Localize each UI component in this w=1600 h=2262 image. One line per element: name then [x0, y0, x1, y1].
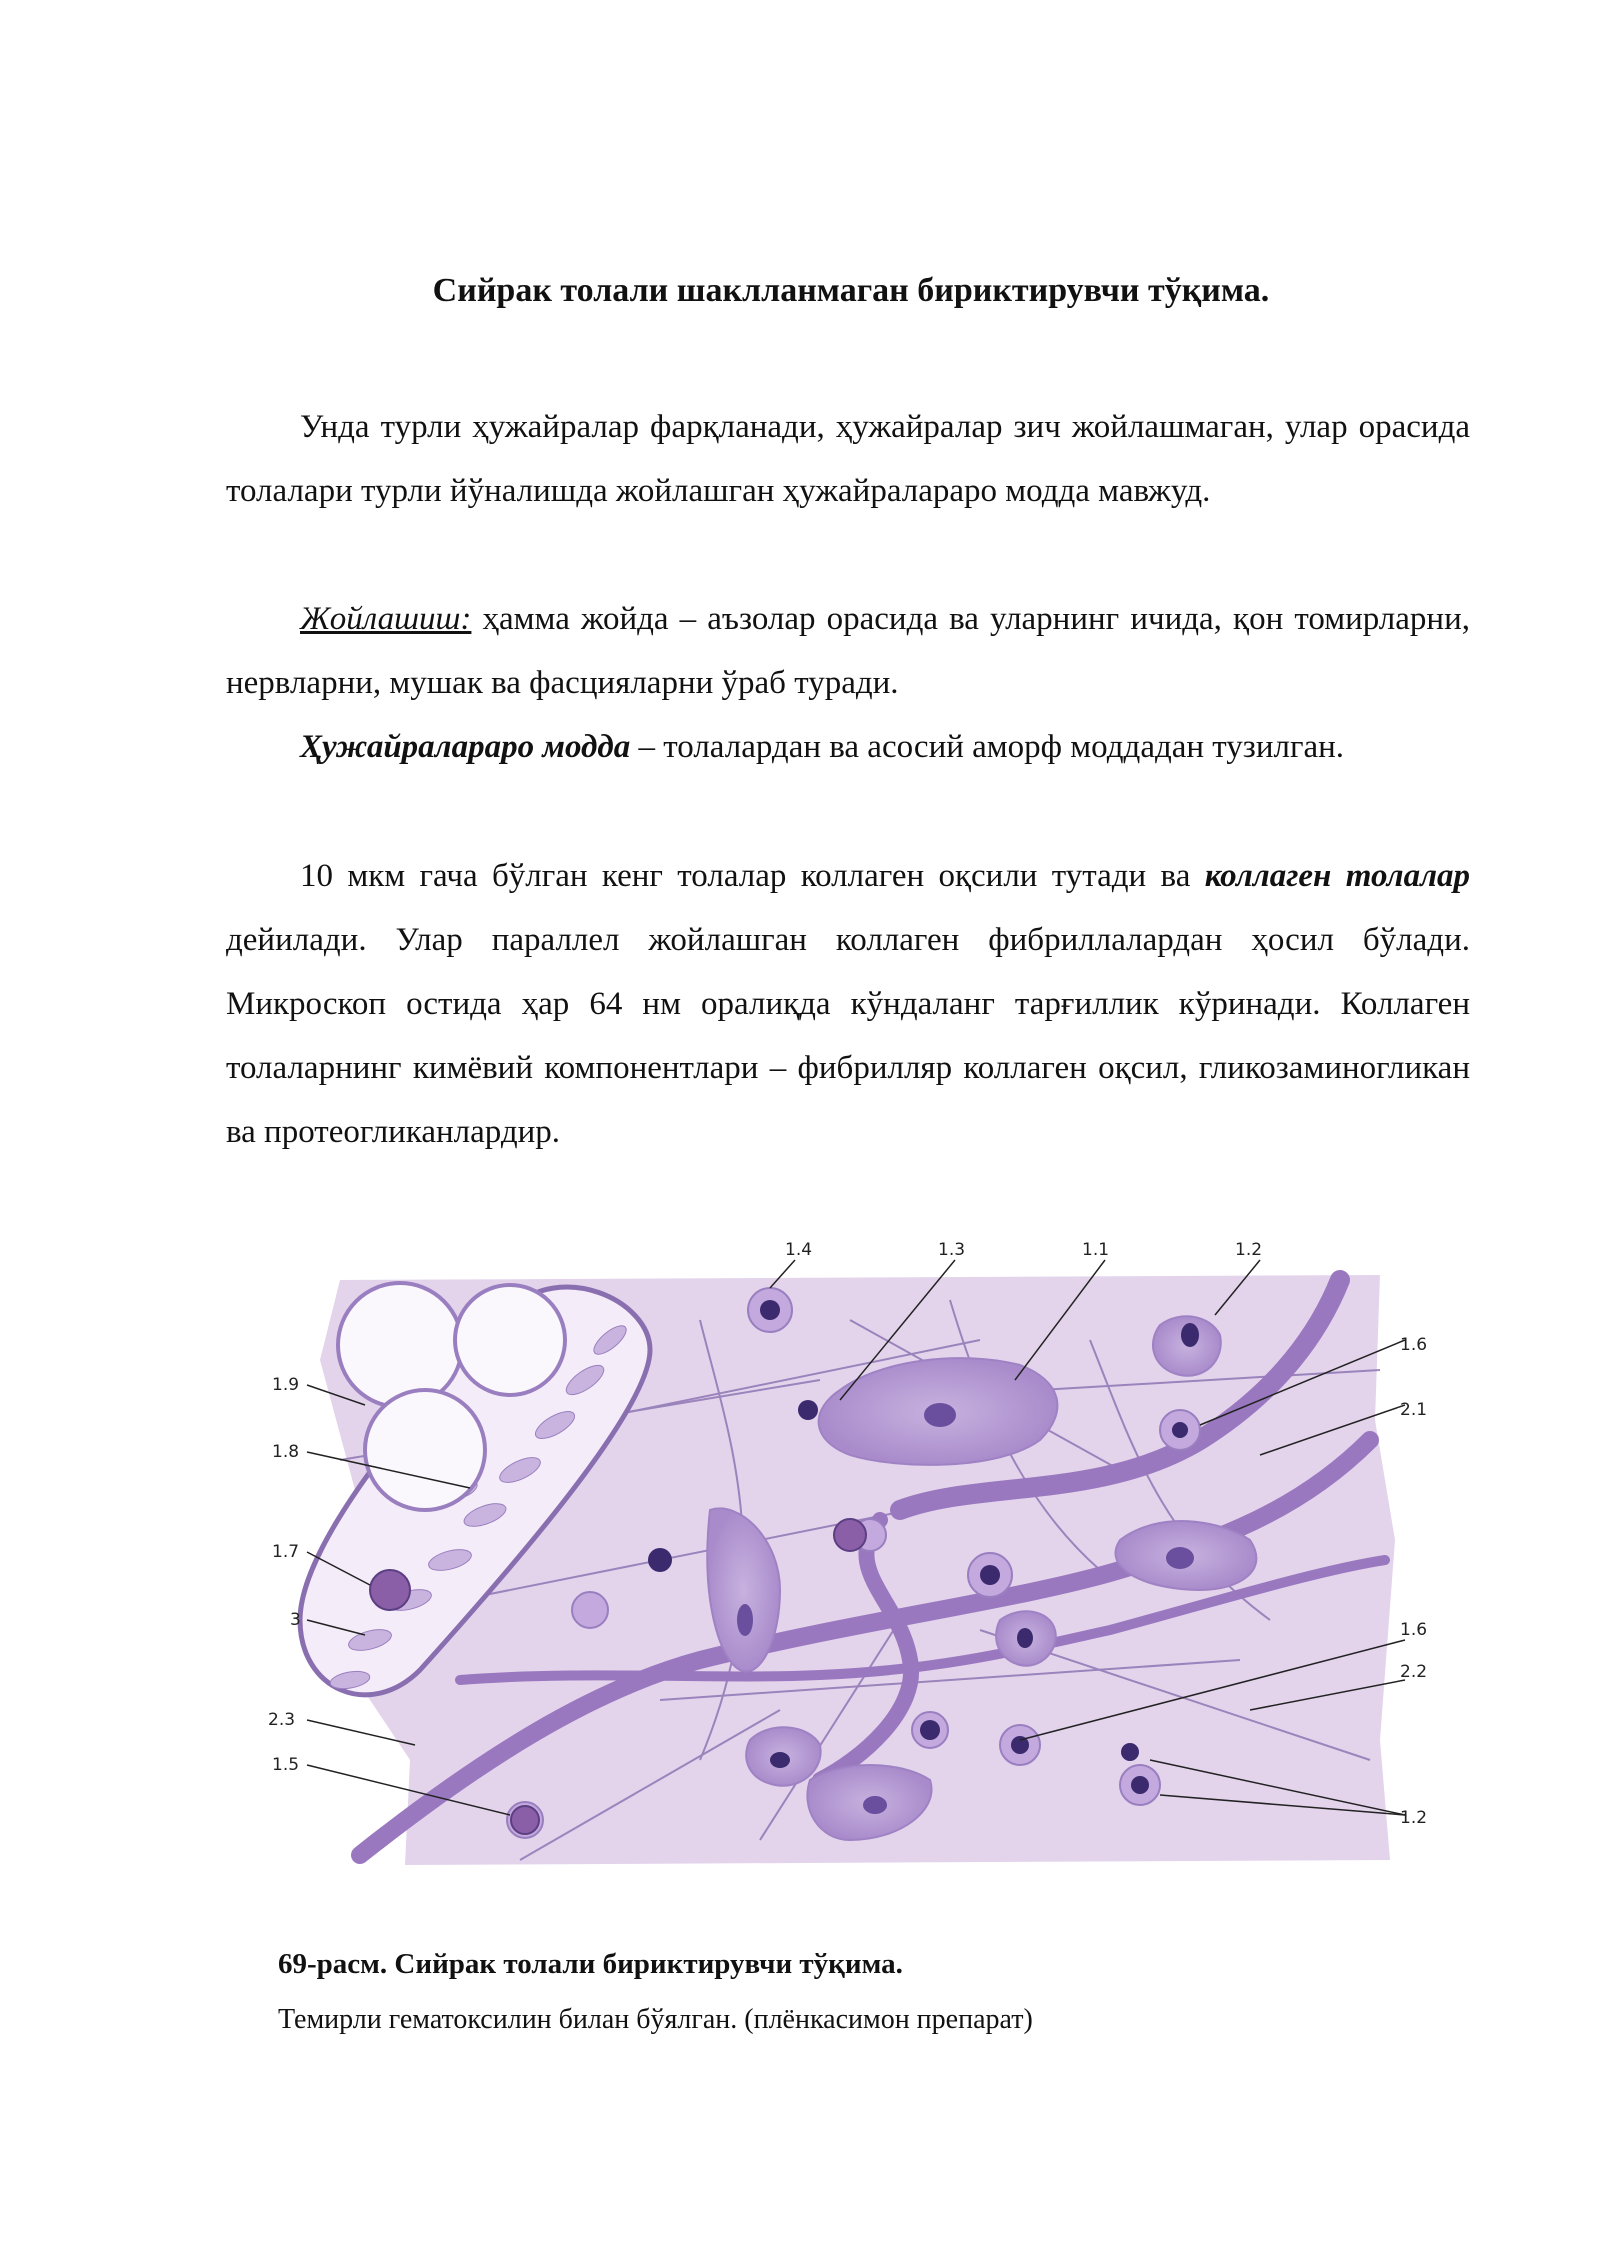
collagen-term: коллаген толалар [1204, 858, 1470, 894]
location-term: Жойлашиш: [300, 601, 472, 637]
label-2-2: 2.2 [1400, 1662, 1428, 1682]
label-1-4: 1.4 [785, 1240, 813, 1260]
paragraph-collagen [226, 844, 1470, 1164]
intercellular-term: Ҳужайралараро модда [300, 729, 631, 765]
label-1-2-top: 1.2 [1235, 1240, 1263, 1260]
label-2-3: 2.3 [268, 1710, 296, 1730]
label-3: 3 [290, 1610, 301, 1630]
document-title: Сийрак толали шаклланмаган бириктирувчи тўқима. [432, 272, 1270, 309]
tissue-drawing [260, 1240, 1428, 1880]
paragraph-location [226, 587, 1470, 715]
label-1-3: 1.3 [938, 1240, 966, 1260]
paragraph-intercellular [226, 715, 1470, 779]
paragraph-cells: Унда турли ҳужайралар фарқланади, ҳужайралар зич жойлашмаган, улар орасида толалари турли йўналишда жойлашган ҳужайралараро модда мавжуд. [226, 409, 1470, 509]
location-text: ҳамма жойда – аъзолар орасида ва уларнинг ичида, қон томирларни, нервларни, мушак ва фасцияларни ўраб туради. [226, 601, 1470, 701]
label-1-5: 1.5 [272, 1755, 300, 1775]
label-1-8: 1.8 [272, 1442, 300, 1462]
intercellular-text: – толалардан ва асосий аморф моддадан тузилган. [630, 729, 1345, 765]
tissue-illustration [260, 1240, 1428, 1880]
label-1-6-lower: 1.6 [1400, 1620, 1428, 1640]
label-1-7: 1.7 [272, 1542, 300, 1562]
figure-caption-title: 69-расм. Сийрак толали бириктирувчи тўқима. [278, 1948, 903, 1980]
label-1-9: 1.9 [272, 1375, 300, 1395]
label-1-2-right: 1.2 [1400, 1808, 1428, 1828]
collagen-text-after: дейилади. Улар параллел жойлашган коллаген фибриллалардан ҳосил бўлади. Микроскоп остида ҳар 64 нм оралиқда кўндаланг тарғиллик кўринади. Коллаген толаларнинг кимёвий компонентлари – фибрилляр коллаген оқсил, гликозаминогликан ва протеогликанлардир. [226, 922, 1470, 1150]
figure-caption-subtitle: Темирли гематоксилин билан бўялган. (плёнкасимон препарат) [278, 2004, 1033, 2035]
collagen-text-before: 10 мкм гача бўлган кенг толалар коллаген оқсили тутади ва [300, 858, 1205, 894]
label-1-6-upper: 1.6 [1400, 1335, 1428, 1355]
label-1-1: 1.1 [1082, 1240, 1110, 1260]
label-2-1: 2.1 [1400, 1400, 1428, 1420]
